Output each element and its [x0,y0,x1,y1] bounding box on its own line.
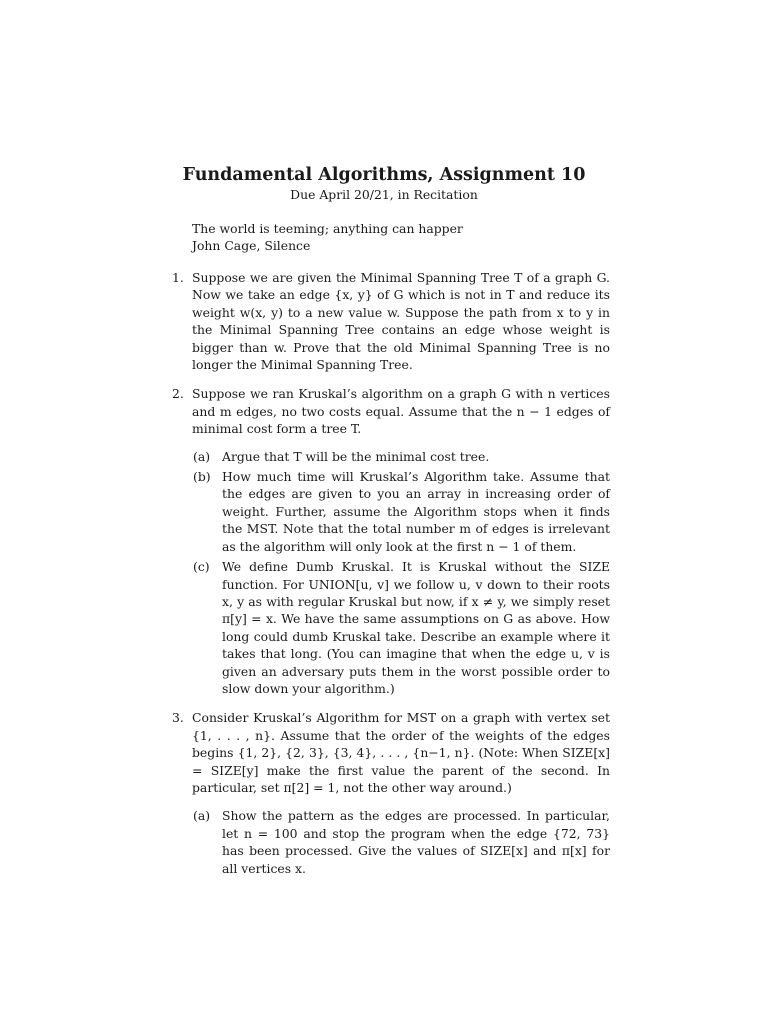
part-label: (c) [193,559,210,575]
problem-parts [193,807,610,877]
problem-number: 2. [172,386,184,402]
problem-text: Suppose we are given the Minimal Spanning Tree T of a graph G. Now we take an edge {x, y} of G which is not in T and reduce its weight w(x, y) to a new value w. Suppose the path from x to y in the Minimal Spanning Tree contains an edge whose weight is bigger than w. Prove that the old Minimal Spanning Tree is no longer the Minimal Spanning Tree. [192,270,610,373]
epigraph-attribution: John Cage, Silence [192,238,311,254]
problem-2 [172,385,610,697]
problem-text: Suppose we ran Kruskal’s algorithm on a graph G with n vertices and m edges, no two costs equal. Assume that the n − 1 edges of minimal cost form a tree T. [192,386,610,437]
part-text: Argue that T will be the minimal cost tree. [222,448,490,464]
epigraph [192,220,612,255]
part-label: (b) [193,469,211,485]
problem-1 [172,269,610,373]
epigraph-quote: The world is teeming; anything can happer [192,221,463,236]
part-text: Show the pattern as the edges are processed. In particular, let n = 100 and stop the program when the edge {72, 73} has been processed. Give the values of SIZE[x] and π[x] for all vertices x. [222,808,610,876]
part-text: We define Dumb Kruskal. It is Kruskal without the SIZE function. For UNION[u, v] we follow u, v down to their roots x, y as with regular Kruskal but now, if x ≠ y, we simply reset π[y] = x. We have the same assumptions on G as above. How long could dumb Kruskal take. Describe an example where it takes that long. (You can imagine that when the edge u, v is given an adversary puts them in the worst possible order to slow down your algorithm.) [222,559,610,696]
problem-3 [172,709,610,877]
part-label: (a) [193,448,211,464]
problem-number: 1. [172,270,184,285]
part-c [193,558,610,697]
document-title: Fundamental Algorithms, Assignment 10 [182,165,586,185]
problem-text: Consider Kruskal’s Algorithm for MST on a graph with vertex set {1, . . . , n}. Assume that the order of the weights of the edges begins {1, 2}, {2, 3}, {3, 4}, . . . , {n−1, n}. (Note: When SIZE[x] = SIZE[y] make the first value the parent of the second. In particular, set π[2] = 1, not the other way around.) [192,710,610,795]
problem-list [172,269,610,889]
problem-number: 3. [172,710,184,726]
part-a [193,807,610,877]
part-text: How much time will Kruskal’s Algorithm take. Assume that the edges are given to you an array in increasing order of weight. Further, assume the Algorithm stops when it finds the MST. Note that the total number m of edges is irrelevant as the algorithm will only look at the first n − 1 of them. [222,469,610,554]
part-a [193,448,610,465]
part-b [193,468,610,555]
problem-parts [193,448,610,698]
part-label: (a) [193,808,211,824]
due-date: Due April 20/21, in Recitation [290,187,478,202]
